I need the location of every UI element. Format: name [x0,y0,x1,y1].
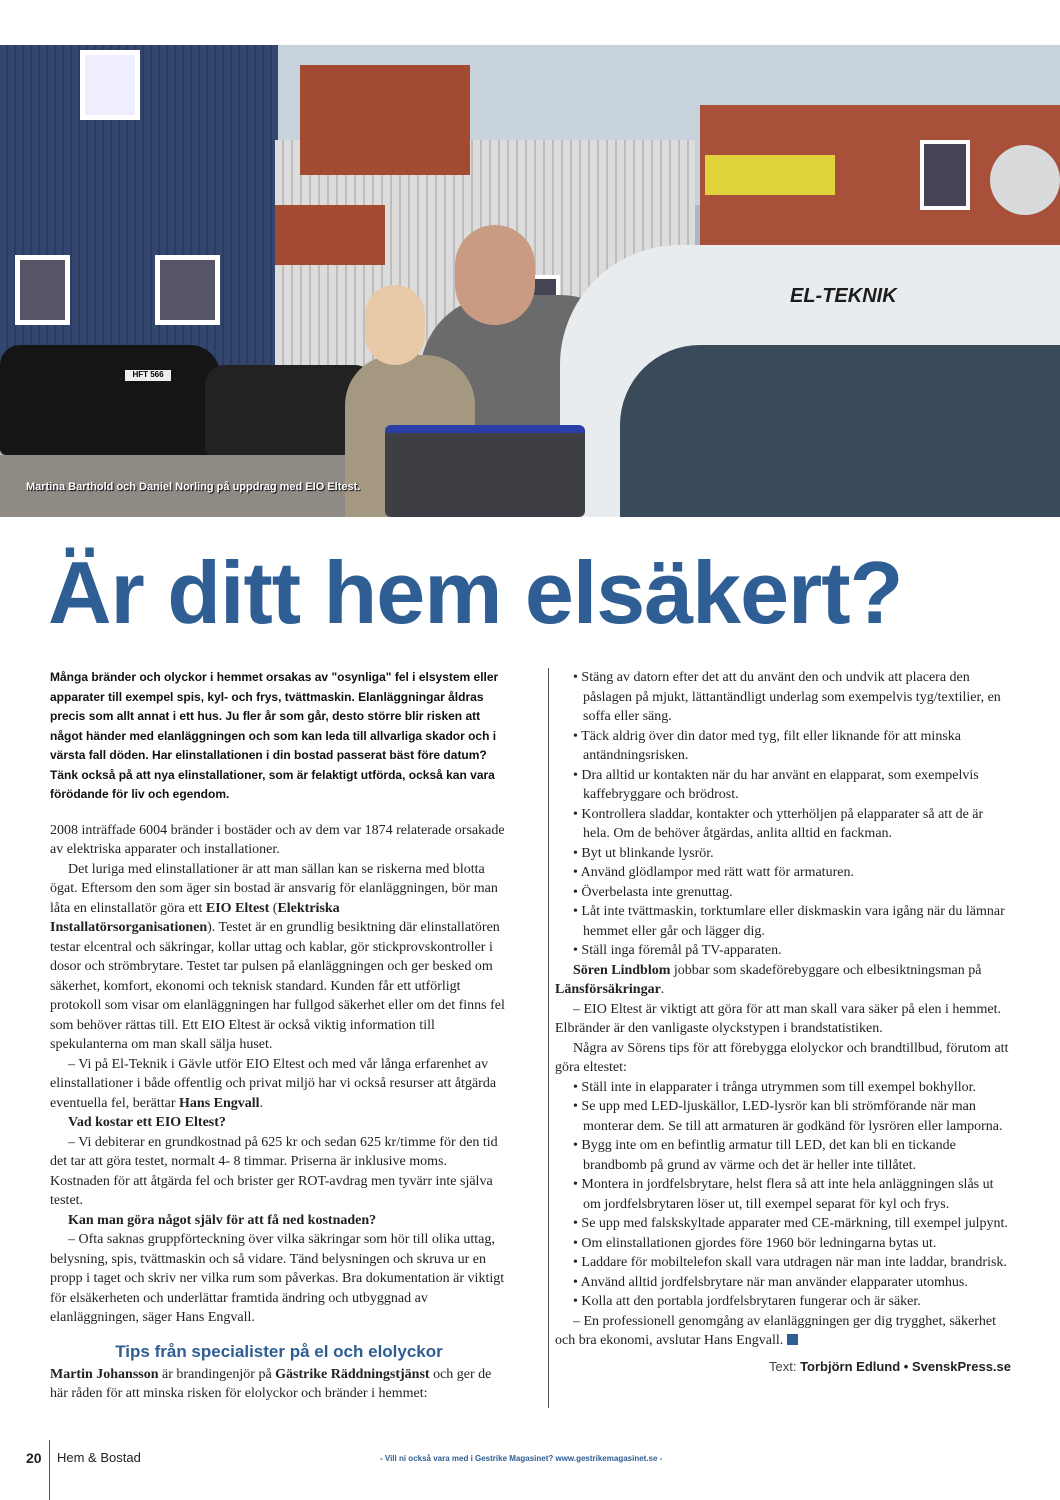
body-paragraph: – EIO Eltest är viktigt att göra för att man skall vara säker på elen i hemmet. Elbränder är den vanligaste olyckstypen i brandstatistiken. [555,1001,1002,1036]
closing-paragraph: – En professionell genomgång av elanläggningen ger dig trygghet, säkerhet och bra ekonomi, avslutar Hans Engvall. [555,1313,996,1348]
tip-item: • Använd glödlampor med rätt watt för armaturen. [573,863,1011,883]
dark-car [0,345,220,455]
page-number: 20 [26,1450,42,1466]
article-photo [0,45,1060,517]
question: Vad kostar ett EIO Eltest? [68,1115,226,1130]
tip-item: • Kontrollera sladdar, kontakter och ytterhöljen på elapparater så att de är hela. Om de behöver åtgärdas, anlita alltid en fackman. [573,805,1011,844]
right-column [555,668,1011,1374]
tip-item: • Om elinstallationen gjordes före 1960 bör ledningarna bytas ut. [573,1234,1011,1254]
end-mark-icon [787,1334,798,1345]
tip-item: • Se upp med LED-ljuskällor, LED-lysrör kan bli strömförande när man monterar dem. Se till att armaturen är godkänd för lysrören eller lamporna. [573,1097,1011,1136]
section-name: Hem & Bostad [57,1450,141,1465]
byline: Text: Torbjörn Edlund • SvenskPress.se [768,1358,1011,1374]
intro: Många bränder och olyckor i hemmet orsakas av "osynliga" fel i elsystem eller apparater till exempel spis, kyl- och frys, tvättmaskin. Elanläggningar åldras precis som allt annat i ett hus. Ju fler år som går, desto större blir risken att något händer med elanläggningen och som kan leda till allvarliga skador och i värsta fall döden. Har elinstallationen i din bostad passerat bäst före datum? Tänk också på att nya elinstallationer, som är felaktigt utförda, också kan vara förödande för liv och egendom. [50,670,499,801]
body-paragraph: Martin Johansson är brandingenjör på Gästrike Räddningstjänst och ger de här råden för att minska risken för elolyckor och bränder i hemmet: [50,1366,492,1401]
tip-item: • Låt inte tvättmaskin, torktumlare eller diskmaskin vara igång när du lämnar hemmet eller går och lägger dig. [573,902,1011,941]
promo-link[interactable]: - Vill ni också vara med i Gestrike Magasinet? www.gestrikemagasinet.se - [380,1454,663,1463]
answer: – Vi debiterar en grundkostnad på 625 kr och sedan 625 kr/timme för den tid det tar att göra testet, normalt 4- 8 timmar. Priserna är inklusive moms. Kostnaden för att åtgärda fel och brister ger ROT-avdrag men tyvärr inte själva testet. [50,1134,498,1208]
headline: Är ditt hem elsäkert? [48,543,903,642]
tips-list-1 [573,668,1011,961]
photo-caption: Martina Barthold och Daniel Norling på uppdrag med EIO Eltest. [26,481,361,493]
body-paragraph: Sören Lindblom jobbar som skadeförebyggare och elbesiktningsman på Länsförsäkringar. [555,962,982,997]
van-logo: EL-TEKNIK [790,285,897,307]
tip-item: • Använd alltid jordfelsbrytare när man använder elapparater utomhus. [573,1273,1011,1293]
tip-item: • Bygg inte om en befintlig armatur till LED, det kan bli en tickande brandbomb på grund av värme och det är heller inte tillåtet. [573,1136,1011,1175]
column-divider [548,668,549,1408]
tip-item: • Ställ inga föremål på TV-apparaten. [573,941,1011,961]
tips-list-2 [573,1078,1011,1312]
body-paragraph: 2008 inträffade 6004 bränder i bostäder och av dem var 1874 relaterade orsakade av elektriska apparater och installationer. [50,822,505,857]
tip-item: • Täck aldrig över din dator med tyg, filt eller liknande för att minska antändningsrisken. [573,727,1011,766]
tip-item: • Montera in jordfelsbrytare, helst flera så att inte hela anläggningen slås ut om jordfelsbrytaren löser ut, till exempel separat för kyl och frys. [573,1175,1011,1214]
body-paragraph: – Vi på El-Teknik i Gävle utför EIO Eltest och med vår långa erfarenhet av elinstallationer i både offentlig och privat miljö har vi också resurser att åtgärda eventuella fel, berättar Hans Engvall. [50,1056,497,1111]
body-paragraph: Några av Sörens tips för att förebygga elolyckor och brandtillbud, förutom att göra eltestet: [555,1040,1009,1075]
tip-item: • Dra alltid ur kontakten när du har använt en elapparat, som exempelvis kaffebryggare och brödrost. [573,766,1011,805]
question: Kan man göra något själv för att få ned kostnaden? [68,1212,377,1228]
plate: HFT 566 [125,370,171,381]
footer-rule [49,1440,50,1500]
body-paragraph: Det luriga med elinstallationer är att man sällan kan se riskerna med blotta ögat. Eftersom den som äger sin bostad är ansvarig för elanläggningen, bör man låta en elinstallatör göra ett EIO Eltest (Elektriska Installatörsorganisationen). Testet är en grundlig besiktning där elinstallatören testar elcentral och säkringar, kollar uttag och kablar, gör stickprovskontroller i dosor och strömbrytare. Testet tar pulsen på elanläggningen och ger besked om säkerhet, komfort, ekonomi och teknisk standard. Kunden får ett utförligt protokoll som visar om elanläggningen har fullgod säkerhet eller om det finns fel som behöver rättas till. Ett EIO Eltest är också viktig information till spekulanterna om man skall sälja huset. [50,861,505,1052]
left-column [50,668,508,1404]
tip-item: • Se upp med falskskyltade apparater med CE-märkning, till exempel julpynt. [573,1214,1011,1234]
tip-item: • Kolla att den portabla jordfelsbrytaren fungerar och är säker. [573,1292,1011,1312]
tip-item: • Ställ inte in elapparater i trånga utrymmen som till exempel bokhyllor. [573,1078,1011,1098]
answer: – Ofta saknas gruppförteckning över vilka säkringar som hör till olika uttag, belysning, spis, tvättmaskin och så vidare. Tänd belysningen och skruva ur en propp i taget och skriv ner vilka rum som påverkas. Bra dokumentation är viktigt för elsäkerheten och underlättar framtida ändring och utbyggnad av elanläggningen, säger Hans Engvall. [50,1232,505,1325]
tip-item: • Överbelasta inte grenuttag. [573,883,1011,903]
tip-item: • Stäng av datorn efter det att du använt den och undvik att placera den påslagen på mjukt, lättantändligt underlag som exempelvis tyg/textilier, en soffa eller säng. [573,668,1011,727]
subheading: Tips från specialister på el och elolyckor [115,1341,443,1361]
tip-item: • Laddare för mobiltelefon skall vara utdragen när man inte laddar, brandrisk. [573,1253,1011,1273]
tip-item: • Byt ut blinkande lysrör. [573,844,1011,864]
toolbox [385,425,585,517]
